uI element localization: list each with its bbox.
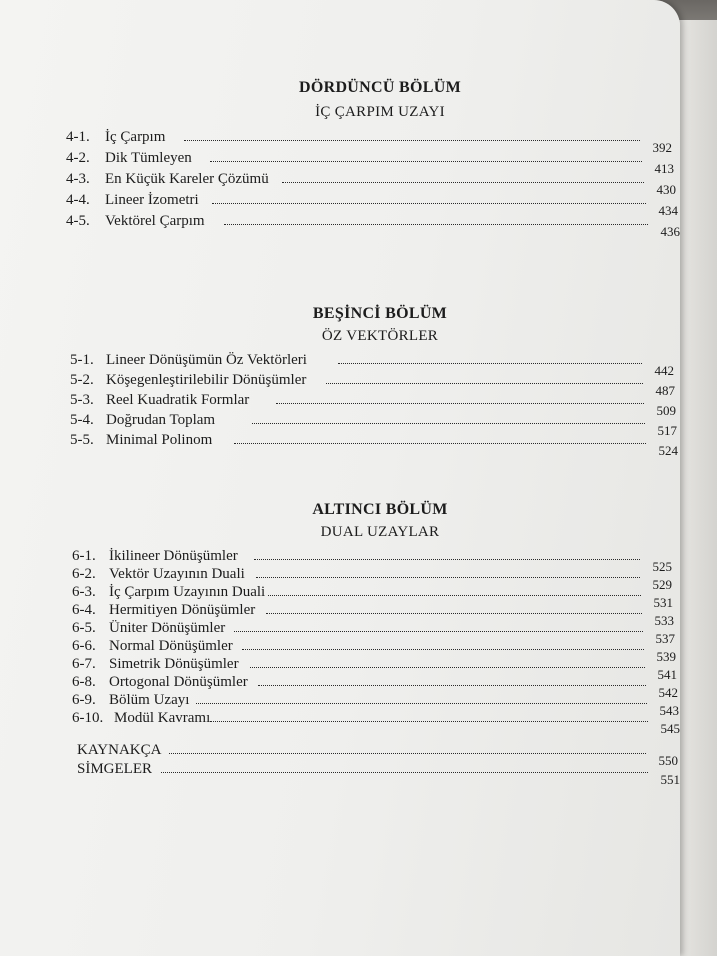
entry-title: Ortogonal Dönüşümler [109, 674, 248, 690]
entry-page-number: 539 [656, 649, 676, 664]
entry-title: SİMGELER [77, 761, 152, 777]
section-4-title: DÖRDÜNCÜ BÖLÜM [299, 79, 461, 96]
entry-number: 6-9. [72, 692, 96, 708]
section-4-subtitle: İÇ ÇARPIM UZAYI [315, 104, 445, 120]
entry-number: 6-2. [72, 566, 96, 582]
entry-number: 4-2. [66, 150, 90, 166]
toc-entry-4-1 [66, 127, 672, 155]
entry-page-number: 531 [653, 595, 673, 610]
leader-dots [161, 772, 648, 773]
entry-page-number: 533 [654, 613, 674, 628]
entry-page-number: 543 [659, 703, 679, 718]
entry-title: Doğrudan Toplam [106, 412, 216, 428]
entry-number: 6-7. [72, 656, 96, 672]
entry-title: Normal Dönüşümler [109, 638, 233, 654]
entry-page-number: 413 [654, 161, 674, 176]
entry-title: İkilineer Dönüşümler [109, 548, 238, 564]
entry-number: 5-3. [70, 392, 94, 408]
entry-number: 6-3. [72, 584, 96, 600]
leader-dots [252, 423, 645, 424]
entry-number: 6-10. [72, 710, 104, 726]
entry-title: Modül Kavramı [114, 710, 211, 726]
entry-number: 4-5. [66, 213, 90, 229]
entry-number: 6-8. [72, 674, 96, 690]
leader-dots [282, 182, 644, 183]
entry-title: Dik Tümleyen [105, 150, 192, 166]
leader-dots [196, 703, 647, 704]
next-page-edge [676, 20, 717, 956]
leader-dots [212, 203, 646, 204]
leader-dots [326, 383, 643, 384]
entry-number: 5-5. [70, 432, 94, 448]
leader-dots [250, 667, 645, 668]
entry-number: 6-1. [72, 548, 96, 564]
leader-dots [258, 685, 646, 686]
leader-dots [184, 140, 640, 141]
entry-page-number: 545 [660, 721, 680, 736]
leader-dots [254, 559, 640, 560]
section-6-subtitle: DUAL UZAYLAR [320, 524, 440, 540]
entry-number: 6-4. [72, 602, 96, 618]
entry-page-number: 509 [656, 403, 676, 418]
entry-title: Vektör Uzayının Duali [109, 566, 245, 582]
entry-title: KAYNAKÇA [77, 742, 162, 758]
entry-title: En Küçük Kareler Çözümü [105, 171, 269, 187]
section-6-title: ALTINCI BÖLÜM [312, 501, 448, 518]
entry-number: 4-4. [66, 192, 90, 208]
entry-page-number: 487 [655, 383, 675, 398]
leader-dots [169, 753, 646, 754]
entry-number: 6-5. [72, 620, 96, 636]
entry-title: Minimal Polinom [106, 432, 213, 448]
entry-page-number: 392 [652, 140, 672, 155]
leader-dots [210, 721, 648, 722]
entry-number: 4-3. [66, 171, 90, 187]
entry-page-number: 434 [658, 203, 678, 218]
toc-entry-4-5 [66, 211, 680, 239]
entry-number: 6-6. [72, 638, 96, 654]
entry-page-number: 542 [658, 685, 678, 700]
toc-entry-4-4 [66, 190, 678, 218]
leader-dots [234, 443, 646, 444]
entry-page-number: 436 [660, 224, 680, 239]
leader-dots [242, 649, 644, 650]
leader-dots [210, 161, 642, 162]
entry-page-number: 430 [656, 182, 676, 197]
leader-dots [266, 613, 642, 614]
leader-dots [256, 577, 640, 578]
leader-dots [268, 595, 641, 596]
entry-page-number: 551 [660, 772, 680, 787]
leader-dots [338, 363, 642, 364]
toc-entry-kaynakca [77, 740, 678, 768]
entry-page-number: 517 [657, 423, 677, 438]
entry-title: Reel Kuadratik Formlar [106, 392, 250, 408]
leader-dots [276, 403, 644, 404]
entry-title: Köşegenleştirilebilir Dönüşümler [106, 372, 307, 388]
entry-number: 4-1. [66, 129, 90, 145]
entry-number: 5-2. [70, 372, 94, 388]
entry-page-number: 550 [658, 753, 678, 768]
entry-title: Üniter Dönüşümler [109, 620, 226, 636]
leader-dots [224, 224, 648, 225]
entry-number: 5-4. [70, 412, 94, 428]
entry-page-number: 529 [652, 577, 672, 592]
entry-page-number: 524 [658, 443, 678, 458]
toc-entry-5-1 [70, 350, 674, 378]
section-5-subtitle: ÖZ VEKTÖRLER [321, 328, 439, 344]
entry-title: İç Çarpım [105, 129, 166, 145]
toc-entry-4-2 [66, 148, 674, 176]
leader-dots [234, 631, 643, 632]
entry-page-number: 525 [652, 559, 672, 574]
entry-page-number: 541 [657, 667, 677, 682]
entry-title: Lineer Dönüşümün Öz Vektörleri [106, 352, 307, 368]
entry-title: Simetrik Dönüşümler [109, 656, 239, 672]
section-5-title: BEŞİNCİ BÖLÜM [312, 305, 448, 322]
toc-entry-4-3 [66, 169, 676, 197]
entry-title: Bölüm Uzayı [109, 692, 190, 708]
entry-title: İç Çarpım Uzayının Duali [109, 584, 266, 600]
entry-page-number: 537 [655, 631, 675, 646]
toc-entry-6-10 [72, 708, 680, 736]
entry-page-number: 442 [654, 363, 674, 378]
entry-title: Vektörel Çarpım [105, 213, 205, 229]
entry-number: 5-1. [70, 352, 94, 368]
entry-title: Lineer İzometri [105, 192, 199, 208]
entry-title: Hermitiyen Dönüşümler [109, 602, 256, 618]
